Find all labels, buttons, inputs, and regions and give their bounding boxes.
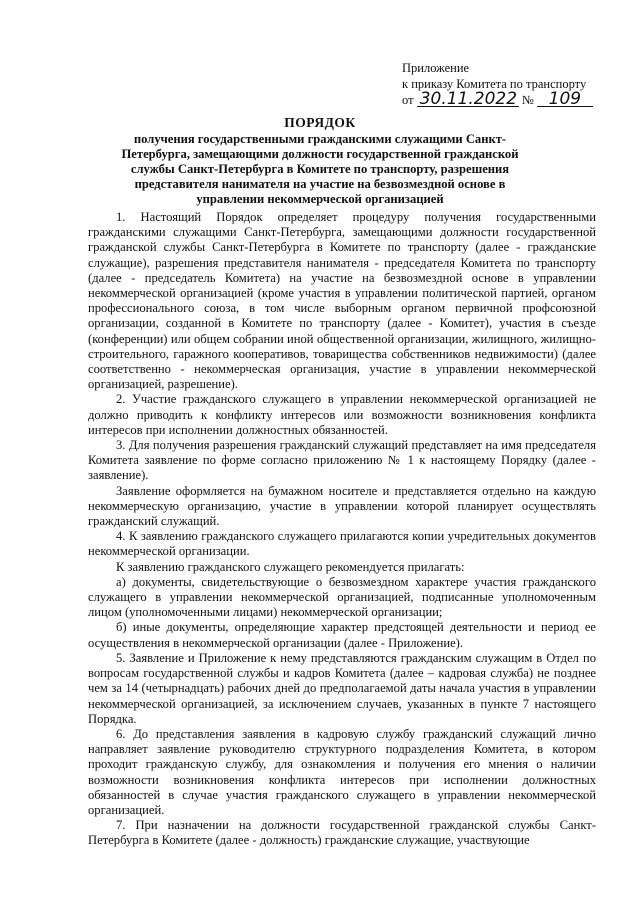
paragraph: К заявлению гражданского служащего рекомендуется прилагать:	[116, 559, 465, 574]
paragraph: 4. К заявлению гражданского служащего прилагаются копии учредительных документов некоммерческой организации.	[88, 529, 596, 559]
document-body	[88, 210, 596, 849]
number-prefix: №	[521, 93, 534, 107]
date-prefix: от	[402, 93, 414, 107]
appendix-title: Приложение	[402, 61, 470, 75]
document-subtitle: получения государственными гражданскими служащими Санкт-Петербурга, замещающими должности государственной гражданской службы Санкт-Петербурга в Комитете по транспорту, разрешения представителя нанимателя на участие на безвозмездной основе в управлении некоммерческой организацией	[121, 132, 519, 206]
handwritten-date: 30.11.2022	[417, 92, 519, 107]
document-title: ПОРЯДОК	[284, 115, 356, 130]
paragraph: 5. Заявление и Приложение к нему представляются гражданским служащим в Отдел по вопросам государственной службы и кадров Комитета (далее – кадровая служба) не позднее чем за 14 (четырнадцать) рабочих дней до предполагаемой даты начала участия в управлении некоммерческой организацией, за исключением случаев, указанных в пункте 7 настоящего Порядка.	[88, 650, 596, 726]
paragraph: 2. Участие гражданского служащего в управлении некоммерческой организацией не должно приводить к конфликту интересов или возможности возникновения конфликта интересов при исполнении должностных обязанностей.	[88, 392, 596, 437]
appendix-block	[402, 60, 593, 108]
paragraph: Заявление оформляется на бумажном носителе и представляется отдельно на каждую некоммерческую организацию, участие в управлении которой планирует осуществлять гражданский служащий.	[88, 483, 596, 529]
appendix-order-reference: к приказу Комитета по транспорту	[402, 77, 587, 91]
paragraph: 1. Настоящий Порядок определяет процедуру получения государственными гражданскими служащими Санкт-Петербурга, замещающими должности государственной гражданской службы Санкт-Петербурга в Комитете по транспорту (далее - гражданские служащие), разрешения представителя нанимателя - председателя Комитета по транспорту (далее - председатель Комитета) на участие на безвозмездной основе в управлении некоммерческой организацией (кроме участия в управлении политической партией, органом профессионального союза, в том числе выборным органом первичной профсоюзной организации, созданной в Комитете по транспорту (далее - Комитет), участия в съезде (конференции) или общем собрании иной общественной организации, жилищного, жилищно-строительного, гаражного кооперативов, товарищества собственников недвижимости) (далее соответственно - некоммерческая организация, участие в управлении некоммерческой организацией, разрешение).	[88, 210, 596, 392]
paragraph: б) иные документы, определяющие характер предстоящей деятельности и период ее осуществления в некоммерческой организации (далее - Приложение).	[88, 620, 596, 650]
paragraph: 7. При назначении на должности государственной гражданской службы Санкт-Петербурга в Комитете (далее - должность) гражданские служащие, участвующие	[88, 818, 596, 848]
appendix-date-line	[402, 89, 593, 109]
handwritten-order-number: 109	[537, 92, 593, 107]
paragraph: 6. До представления заявления в кадровую службу гражданский служащий лично направляет заявление руководителю структурного подразделения Комитета, в котором проходит гражданскую службу, для ознакомления и получения его мнения о наличии возможности возникновения конфликта интересов при исполнении должностных обязанностей в случае участия гражданского служащего в управлении некоммерческой организацией.	[88, 726, 596, 817]
paragraph: 3. Для получения разрешения гражданский служащий представляет на имя председателя Комитета заявление по форме согласно приложению № 1 к настоящему Порядку (далее - заявление).	[88, 438, 596, 483]
paragraph: а) документы, свидетельствующие о безвозмездном характере участия гражданского служащего в управлении некоммерческой организацией, подписанные уполномоченным лицом (уполномоченными лицами) некоммерческой организации;	[88, 574, 596, 620]
